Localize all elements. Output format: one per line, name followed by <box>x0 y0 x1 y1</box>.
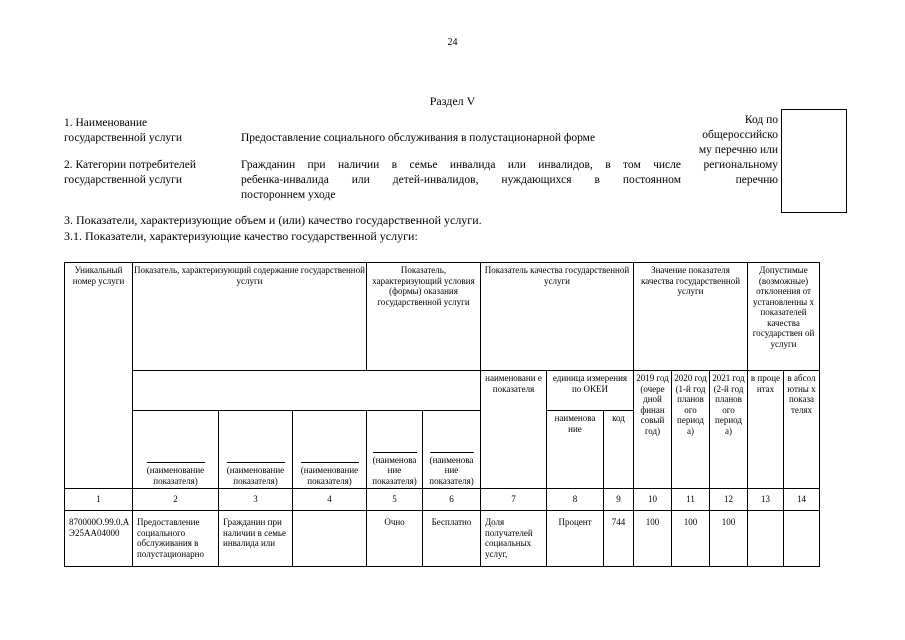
indicators-heading: 3. Показатели, характеризующие объем и (или) качество государственной услуги. <box>64 213 482 227</box>
col-number: 6 <box>423 489 481 511</box>
service-name-label-line2: государственной услуги <box>64 132 183 144</box>
consumers-value-line1: Гражданин при наличии в семье инвалида или инвалидов, в том числе <box>241 159 681 171</box>
code-box <box>781 109 847 213</box>
header-deviation: Допустимые (возможные) отклонения от установленны х показателей качества государствен ой услуги <box>748 263 820 371</box>
unit-name-cell: Процент <box>547 511 604 567</box>
quality-indicators-table <box>64 262 820 567</box>
col-number: 14 <box>784 489 820 511</box>
header-unit: единица измерения по ОКЕИ <box>547 371 634 411</box>
header-sub-name-3: (наименование показателя) <box>293 411 367 489</box>
value-2021-cell: 100 <box>710 511 748 567</box>
header-year-2020: 2020 год (1-й год планов ого период а) <box>672 371 710 489</box>
header-year-2019: 2019 год (очере дной финан совый год) <box>634 371 672 489</box>
header-absolute: в абсол ютны х показа телях <box>784 371 820 489</box>
header-conditions-indicator: Показатель, характеризующий условия (формы) оказания государственной услуги <box>367 263 481 371</box>
code-label-line3: му перечню или <box>698 144 778 156</box>
content-indicator-1-cell: Предоставление социального обслуживания в полустационарно <box>133 511 219 567</box>
condition-1-cell: Очно <box>367 511 423 567</box>
header-sub-name-4: (наименова ние показателя) <box>367 411 423 489</box>
code-label <box>678 113 778 188</box>
col-number: 9 <box>604 489 634 511</box>
header-sub-name-2: (наименование показателя) <box>219 411 293 489</box>
header-sub-name-1: (наименование показателя) <box>133 411 219 489</box>
col-number: 12 <box>710 489 748 511</box>
col-number: 11 <box>672 489 710 511</box>
consumers-label <box>64 158 239 188</box>
header-percent: в проце нтах <box>748 371 784 489</box>
service-name-label-line1: 1. Наименование <box>64 117 148 129</box>
value-2019-cell: 100 <box>634 511 672 567</box>
quality-indicator-cell: Доля получателей социальных услуг, <box>481 511 547 567</box>
header-content-indicator: Показатель, характеризующий содержание государственной услуги <box>133 263 367 371</box>
deviation-percent-cell <box>748 511 784 567</box>
header-blank <box>133 371 481 411</box>
code-label-line4: региональному <box>703 159 778 171</box>
quality-indicators-heading: 3.1. Показатели, характеризующие качество государственной услуги: <box>64 229 418 243</box>
service-code-cell: 870000О.99.0.АЭ25АА04000 <box>65 511 133 567</box>
col-number: 5 <box>367 489 423 511</box>
table-row <box>65 511 820 567</box>
consumers-value <box>241 158 681 203</box>
deviation-absolute-cell <box>784 511 820 567</box>
consumers-label-line2: государственной услуги <box>64 174 183 186</box>
page-number: 24 <box>447 37 458 48</box>
col-number: 10 <box>634 489 672 511</box>
header-unique-number: Уникальный номер услуги <box>65 263 133 489</box>
header-sub-name-5: (наименова ние показателя) <box>423 411 481 489</box>
col-number: 8 <box>547 489 604 511</box>
content-indicator-3-cell <box>293 511 367 567</box>
header-quality-indicator: Показатель качества государственной услуги <box>481 263 634 371</box>
header-row-2 <box>65 371 820 411</box>
code-label-line2: общероссийско <box>702 129 778 141</box>
service-name-value: Предоставление социального обслуживания в полустационарной форме <box>241 132 596 144</box>
col-number: 1 <box>65 489 133 511</box>
col-number: 2 <box>133 489 219 511</box>
consumers-value-line3: постороннем уходе <box>241 189 336 201</box>
consumers-value-line2: ребенка-инвалида или детей-инвалидов, нуждающихся в постоянном <box>241 174 681 186</box>
col-number: 13 <box>748 489 784 511</box>
header-indicator-name: наименовани е показателя <box>481 371 547 489</box>
header-year-2021: 2021 год (2-й год планов ого период а) <box>710 371 748 489</box>
col-number: 7 <box>481 489 547 511</box>
value-2020-cell: 100 <box>672 511 710 567</box>
code-label-line1: Код по <box>744 114 778 126</box>
header-indicator-value: Значение показателя качества государственной услуги <box>634 263 748 371</box>
header-unit-code: код <box>604 411 634 489</box>
condition-2-cell: Бесплатно <box>423 511 481 567</box>
col-number: 4 <box>293 489 367 511</box>
code-label-line5: перечню <box>735 174 778 186</box>
content-indicator-2-cell: Гражданин при наличии в семье инвалида или <box>219 511 293 567</box>
unit-code-cell: 744 <box>604 511 634 567</box>
column-number-row <box>65 489 820 511</box>
consumers-label-line1: 2. Категории потребителей <box>64 159 196 171</box>
section-title: Раздел V <box>429 94 476 108</box>
service-name-label <box>64 116 239 146</box>
header-unit-name: наименова ние <box>547 411 604 489</box>
col-number: 3 <box>219 489 293 511</box>
header-row-1 <box>65 263 820 371</box>
